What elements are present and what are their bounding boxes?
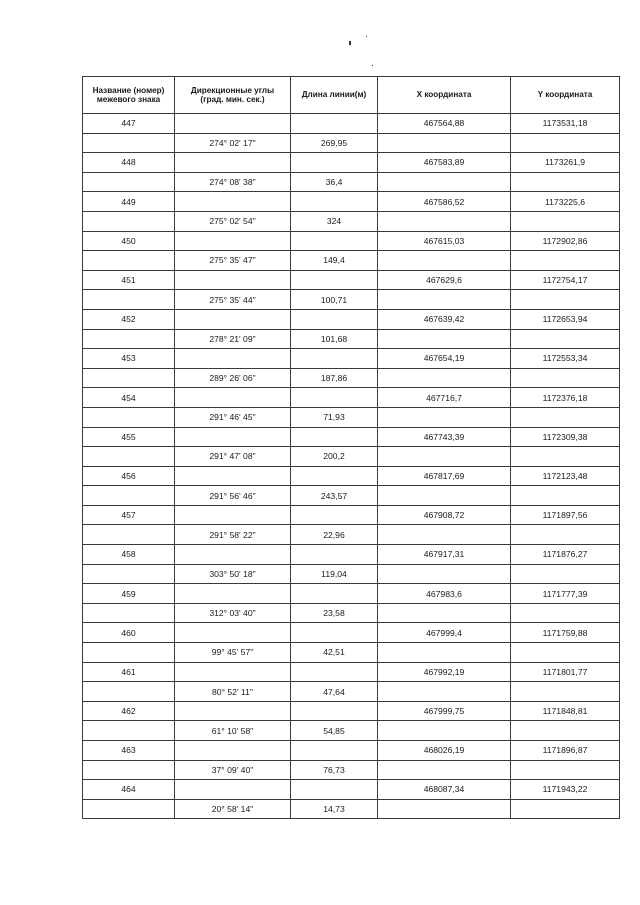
x-coordinate-cell: 467917,31	[378, 545, 511, 565]
direction-angle-cell: 275° 35' 47"	[175, 251, 291, 271]
table-row	[83, 388, 620, 408]
x-coordinate-cell	[378, 133, 511, 153]
x-coordinate-cell: 467992,19	[378, 662, 511, 682]
direction-angle-cell: 20° 58' 14"	[175, 799, 291, 819]
x-coordinate-cell	[378, 407, 511, 427]
x-coordinate-cell	[378, 486, 511, 506]
direction-angle-cell: 274° 08' 38"	[175, 172, 291, 192]
line-length-cell	[291, 466, 378, 486]
point-name-cell	[83, 133, 175, 153]
y-coordinate-cell: 1172754,17	[511, 270, 620, 290]
boundary-points-table	[82, 76, 620, 819]
x-coordinate-cell	[378, 760, 511, 780]
y-coordinate-cell	[511, 721, 620, 741]
table-row	[83, 133, 620, 153]
y-coordinate-cell: 1171777,39	[511, 584, 620, 604]
direction-angle-cell	[175, 780, 291, 800]
point-name-cell	[83, 564, 175, 584]
point-name-cell: 463	[83, 741, 175, 761]
line-length-cell: 324	[291, 211, 378, 231]
table-row	[83, 584, 620, 604]
x-coordinate-cell: 467716,7	[378, 388, 511, 408]
line-length-cell: 200,2	[291, 447, 378, 467]
point-name-cell: 449	[83, 192, 175, 212]
direction-angle-cell	[175, 466, 291, 486]
line-length-cell	[291, 114, 378, 134]
point-name-cell	[83, 329, 175, 349]
line-length-cell	[291, 309, 378, 329]
line-length-cell	[291, 780, 378, 800]
point-name-cell	[83, 368, 175, 388]
table-row	[83, 466, 620, 486]
line-length-cell	[291, 270, 378, 290]
point-name-cell: 459	[83, 584, 175, 604]
direction-angle-cell	[175, 270, 291, 290]
table-row	[83, 721, 620, 741]
line-length-cell: 22,96	[291, 525, 378, 545]
line-length-cell: 23,58	[291, 603, 378, 623]
direction-angle-cell: 61° 10' 58"	[175, 721, 291, 741]
y-coordinate-cell	[511, 251, 620, 271]
table-row	[83, 545, 620, 565]
point-name-cell	[83, 643, 175, 663]
direction-angle-cell: 303° 50' 18"	[175, 564, 291, 584]
scan-speck	[372, 65, 373, 66]
direction-angle-cell: 291° 56' 46"	[175, 486, 291, 506]
direction-angle-cell: 312° 03' 40"	[175, 603, 291, 623]
point-name-cell: 455	[83, 427, 175, 447]
direction-angle-cell	[175, 153, 291, 173]
x-coordinate-cell: 467983,6	[378, 584, 511, 604]
direction-angle-cell	[175, 388, 291, 408]
y-coordinate-cell: 1173531,18	[511, 114, 620, 134]
table-row	[83, 662, 620, 682]
point-name-cell: 450	[83, 231, 175, 251]
direction-angle-cell	[175, 623, 291, 643]
x-coordinate-cell	[378, 525, 511, 545]
line-length-cell	[291, 623, 378, 643]
line-length-cell	[291, 192, 378, 212]
line-length-cell	[291, 701, 378, 721]
table-body	[83, 114, 620, 819]
y-coordinate-cell	[511, 211, 620, 231]
x-coordinate-cell	[378, 799, 511, 819]
header-x-coordinate: X координата	[378, 77, 511, 114]
x-coordinate-cell	[378, 290, 511, 310]
header-direction-angle: Дирекционные углы (град. мин. сек.)	[175, 77, 291, 114]
point-name-cell: 454	[83, 388, 175, 408]
direction-angle-cell	[175, 545, 291, 565]
point-name-cell: 447	[83, 114, 175, 134]
direction-angle-cell	[175, 192, 291, 212]
point-name-cell	[83, 447, 175, 467]
table-row	[83, 447, 620, 467]
table-row	[83, 172, 620, 192]
table-row	[83, 682, 620, 702]
line-length-cell: 54,85	[291, 721, 378, 741]
line-length-cell: 149,4	[291, 251, 378, 271]
x-coordinate-cell: 467586,52	[378, 192, 511, 212]
y-coordinate-cell	[511, 133, 620, 153]
x-coordinate-cell: 467817,69	[378, 466, 511, 486]
point-name-cell: 451	[83, 270, 175, 290]
scan-speck	[366, 36, 367, 37]
line-length-cell	[291, 231, 378, 251]
x-coordinate-cell	[378, 329, 511, 349]
direction-angle-cell: 80° 52' 11"	[175, 682, 291, 702]
point-name-cell: 452	[83, 309, 175, 329]
y-coordinate-cell: 1172309,38	[511, 427, 620, 447]
point-name-cell	[83, 251, 175, 271]
table-row	[83, 643, 620, 663]
x-coordinate-cell: 467999,4	[378, 623, 511, 643]
x-coordinate-cell: 468026,19	[378, 741, 511, 761]
direction-angle-cell	[175, 114, 291, 134]
point-name-cell: 457	[83, 505, 175, 525]
point-name-cell: 453	[83, 349, 175, 369]
direction-angle-cell: 37° 09' 40"	[175, 760, 291, 780]
x-coordinate-cell	[378, 172, 511, 192]
table-row	[83, 290, 620, 310]
direction-angle-cell: 291° 58' 22"	[175, 525, 291, 545]
x-coordinate-cell	[378, 211, 511, 231]
table-row	[83, 114, 620, 134]
direction-angle-cell	[175, 701, 291, 721]
y-coordinate-cell	[511, 564, 620, 584]
y-coordinate-cell: 1171943,22	[511, 780, 620, 800]
line-length-cell: 243,57	[291, 486, 378, 506]
y-coordinate-cell	[511, 407, 620, 427]
line-length-cell	[291, 505, 378, 525]
scan-speck	[349, 41, 351, 45]
x-coordinate-cell: 467908,72	[378, 505, 511, 525]
y-coordinate-cell: 1172376,18	[511, 388, 620, 408]
y-coordinate-cell: 1172123,48	[511, 466, 620, 486]
line-length-cell: 269,95	[291, 133, 378, 153]
table-row	[83, 701, 620, 721]
table-row	[83, 329, 620, 349]
table-row	[83, 349, 620, 369]
x-coordinate-cell	[378, 603, 511, 623]
x-coordinate-cell	[378, 368, 511, 388]
direction-angle-cell	[175, 231, 291, 251]
x-coordinate-cell: 467615,03	[378, 231, 511, 251]
y-coordinate-cell: 1171897,56	[511, 505, 620, 525]
line-length-cell	[291, 662, 378, 682]
line-length-cell	[291, 349, 378, 369]
y-coordinate-cell	[511, 682, 620, 702]
x-coordinate-cell: 468087,34	[378, 780, 511, 800]
line-length-cell	[291, 388, 378, 408]
point-name-cell	[83, 290, 175, 310]
line-length-cell: 76,73	[291, 760, 378, 780]
y-coordinate-cell	[511, 799, 620, 819]
y-coordinate-cell: 1173225,6	[511, 192, 620, 212]
x-coordinate-cell	[378, 643, 511, 663]
line-length-cell	[291, 741, 378, 761]
point-name-cell: 456	[83, 466, 175, 486]
y-coordinate-cell	[511, 368, 620, 388]
y-coordinate-cell	[511, 760, 620, 780]
y-coordinate-cell	[511, 290, 620, 310]
table-row	[83, 525, 620, 545]
table-row	[83, 799, 620, 819]
y-coordinate-cell	[511, 172, 620, 192]
point-name-cell	[83, 407, 175, 427]
table-row	[83, 603, 620, 623]
table-row	[83, 741, 620, 761]
point-name-cell	[83, 525, 175, 545]
table-row	[83, 211, 620, 231]
y-coordinate-cell	[511, 486, 620, 506]
direction-angle-cell	[175, 427, 291, 447]
line-length-cell: 100,71	[291, 290, 378, 310]
x-coordinate-cell: 467999,75	[378, 701, 511, 721]
direction-angle-cell	[175, 584, 291, 604]
point-name-cell	[83, 799, 175, 819]
y-coordinate-cell	[511, 447, 620, 467]
x-coordinate-cell: 467564,88	[378, 114, 511, 134]
x-coordinate-cell	[378, 447, 511, 467]
header-y-coordinate: Y координата	[511, 77, 620, 114]
line-length-cell: 14,73	[291, 799, 378, 819]
y-coordinate-cell	[511, 329, 620, 349]
y-coordinate-cell: 1173261,9	[511, 153, 620, 173]
y-coordinate-cell	[511, 603, 620, 623]
y-coordinate-cell: 1171759,88	[511, 623, 620, 643]
point-name-cell	[83, 603, 175, 623]
line-length-cell	[291, 584, 378, 604]
direction-angle-cell: 274° 02' 17"	[175, 133, 291, 153]
point-name-cell	[83, 721, 175, 741]
direction-angle-cell: 289° 26' 06"	[175, 368, 291, 388]
x-coordinate-cell: 467629,6	[378, 270, 511, 290]
table-row	[83, 309, 620, 329]
table-row	[83, 251, 620, 271]
point-name-cell: 458	[83, 545, 175, 565]
x-coordinate-cell	[378, 251, 511, 271]
table-header-row	[83, 77, 620, 114]
table-row	[83, 505, 620, 525]
y-coordinate-cell	[511, 643, 620, 663]
y-coordinate-cell	[511, 525, 620, 545]
x-coordinate-cell	[378, 564, 511, 584]
line-length-cell: 187,86	[291, 368, 378, 388]
y-coordinate-cell: 1172653,94	[511, 309, 620, 329]
header-point-name: Название (номер) межевого знака	[83, 77, 175, 114]
table-row	[83, 192, 620, 212]
x-coordinate-cell	[378, 682, 511, 702]
direction-angle-cell: 278° 21' 09"	[175, 329, 291, 349]
direction-angle-cell: 291° 47' 08"	[175, 447, 291, 467]
header-line-length: Длина линии(м)	[291, 77, 378, 114]
table-row	[83, 486, 620, 506]
line-length-cell: 42,51	[291, 643, 378, 663]
line-length-cell: 71,93	[291, 407, 378, 427]
y-coordinate-cell: 1172902,86	[511, 231, 620, 251]
direction-angle-cell	[175, 309, 291, 329]
table-row	[83, 623, 620, 643]
line-length-cell: 119,04	[291, 564, 378, 584]
point-name-cell	[83, 172, 175, 192]
line-length-cell: 47,64	[291, 682, 378, 702]
point-name-cell: 462	[83, 701, 175, 721]
direction-angle-cell: 291° 46' 45"	[175, 407, 291, 427]
point-name-cell	[83, 486, 175, 506]
x-coordinate-cell: 467639,42	[378, 309, 511, 329]
direction-angle-cell	[175, 741, 291, 761]
direction-angle-cell: 99° 45' 57"	[175, 643, 291, 663]
table-row	[83, 427, 620, 447]
y-coordinate-cell: 1172553,34	[511, 349, 620, 369]
line-length-cell: 36,4	[291, 172, 378, 192]
point-name-cell: 464	[83, 780, 175, 800]
y-coordinate-cell: 1171896,87	[511, 741, 620, 761]
table-row	[83, 231, 620, 251]
point-name-cell: 461	[83, 662, 175, 682]
line-length-cell	[291, 427, 378, 447]
direction-angle-cell	[175, 505, 291, 525]
table-row	[83, 760, 620, 780]
point-name-cell: 460	[83, 623, 175, 643]
table-row	[83, 368, 620, 388]
direction-angle-cell: 275° 35' 44"	[175, 290, 291, 310]
table-row	[83, 407, 620, 427]
x-coordinate-cell: 467654,19	[378, 349, 511, 369]
table-row	[83, 153, 620, 173]
line-length-cell: 101,68	[291, 329, 378, 349]
point-name-cell	[83, 760, 175, 780]
direction-angle-cell: 275° 02' 54"	[175, 211, 291, 231]
line-length-cell	[291, 153, 378, 173]
y-coordinate-cell: 1171876,27	[511, 545, 620, 565]
point-name-cell: 448	[83, 153, 175, 173]
x-coordinate-cell: 467743,39	[378, 427, 511, 447]
x-coordinate-cell	[378, 721, 511, 741]
x-coordinate-cell: 467583,89	[378, 153, 511, 173]
line-length-cell	[291, 545, 378, 565]
direction-angle-cell	[175, 662, 291, 682]
y-coordinate-cell: 1171801,77	[511, 662, 620, 682]
point-name-cell	[83, 211, 175, 231]
table-row	[83, 564, 620, 584]
table-row	[83, 780, 620, 800]
direction-angle-cell	[175, 349, 291, 369]
y-coordinate-cell: 1171848,81	[511, 701, 620, 721]
table-row	[83, 270, 620, 290]
point-name-cell	[83, 682, 175, 702]
